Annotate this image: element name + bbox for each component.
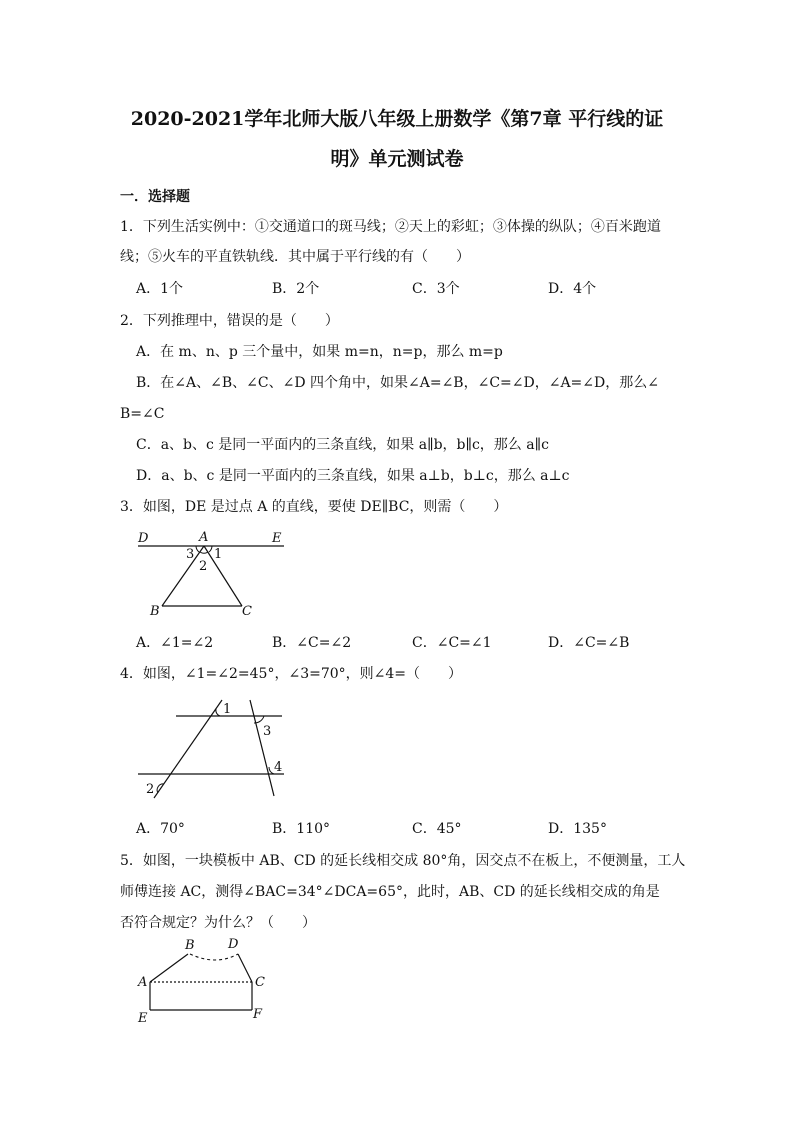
section-heading: 一．选择题 (120, 189, 190, 205)
point-label-b: B (150, 604, 160, 619)
angle-label-2: 2 (146, 782, 155, 797)
question-3-option-b: B．∠C=∠2 (272, 635, 352, 651)
question-1-option-b: B．2个 (272, 281, 320, 297)
question-4-option-b: B．110° (272, 821, 331, 837)
question-2-option-b-line-2: B=∠C (120, 406, 165, 422)
page-title-line-2: 明》单元测试卷 (330, 148, 464, 170)
question-4-stem: 4．如图，∠1=∠2=45°，∠3=70°，则∠4=（ ） (120, 666, 463, 682)
point-label-a: A (199, 530, 209, 545)
question-5-line-1: 5．如图，一块模板中 AB、CD 的延长线相交成 80°角，因交点不在板上，不便测量，工人 (120, 853, 686, 869)
question-2-option-b-line-1: B．在∠A、∠B、∠C、∠D 四个角中，如果∠A=∠B，∠C=∠D，∠A=∠D，那么∠ (136, 375, 659, 391)
question-2-option-d: D．a、b、c 是同一平面内的三条直线，如果 a⊥b，b⊥c，那么 a⊥c (136, 468, 570, 484)
question-4-option-a: A．70° (136, 821, 185, 837)
angle-label-1: 1 (223, 702, 232, 717)
question-2-option-c: C．a、b、c 是同一平面内的三条直线，如果 a∥b，b∥c，那么 a∥c (136, 437, 549, 453)
angle-label-3: 3 (263, 724, 272, 739)
question-3-triangle-figure (130, 528, 300, 620)
page-title-line-1: 2020-2021学年北师大版八年级上册数学《第7章 平行线的证 (130, 108, 664, 130)
question-1-line-1: 1．下列生活实例中：①交通道口的斑马线；②天上的彩虹；③体操的纵队；④百米跑道 (120, 219, 661, 235)
question-2-stem: 2．下列推理中，错误的是（ ） (120, 313, 339, 329)
question-5-line-2: 师傅连接 AC，测得∠BAC=34°∠DCA=65°，此时，AB、CD 的延长线相交成的角是 (120, 884, 660, 900)
question-3-option-c: C．∠C=∠1 (412, 635, 492, 651)
question-5-line-3: 否符合规定？为什么？（ ） (120, 915, 316, 931)
question-4-parallel-lines-figure (132, 696, 292, 804)
question-1-option-c: C．3个 (412, 281, 460, 297)
point-label-c: C (242, 604, 252, 619)
question-1-line-2: 线；⑤火车的平直铁轨线．其中属于平行线的有（ ） (120, 249, 470, 265)
question-2-option-a: A．在 m、n、p 三个量中，如果 m=n，n=p，那么 m=p (136, 344, 503, 360)
angle-label-1: 1 (214, 547, 223, 562)
question-3-stem: 3．如图，DE 是过点 A 的直线，要使 DE∥BC，则需（ ） (120, 499, 508, 515)
point-label-e: E (272, 531, 282, 546)
angle-label-3: 3 (186, 547, 195, 562)
point-label-b: B (185, 938, 195, 953)
question-4-option-c: C．45° (412, 821, 462, 837)
question-1-option-d: D．4个 (548, 281, 597, 297)
question-4-option-d: D．135° (548, 821, 607, 837)
question-3-option-a: A．∠1=∠2 (136, 635, 214, 651)
point-label-f: F (253, 1007, 263, 1022)
point-label-d: D (138, 531, 149, 546)
point-label-d: D (228, 937, 239, 952)
point-label-e: E (138, 1011, 148, 1026)
question-3-option-d: D．∠C=∠B (548, 635, 630, 651)
question-5-template-figure (132, 934, 282, 1026)
angle-label-4: 4 (274, 760, 283, 775)
point-label-c: C (255, 975, 265, 990)
question-1-option-a: A．1个 (136, 281, 184, 297)
angle-label-2: 2 (199, 559, 208, 574)
point-label-a: A (138, 975, 148, 990)
